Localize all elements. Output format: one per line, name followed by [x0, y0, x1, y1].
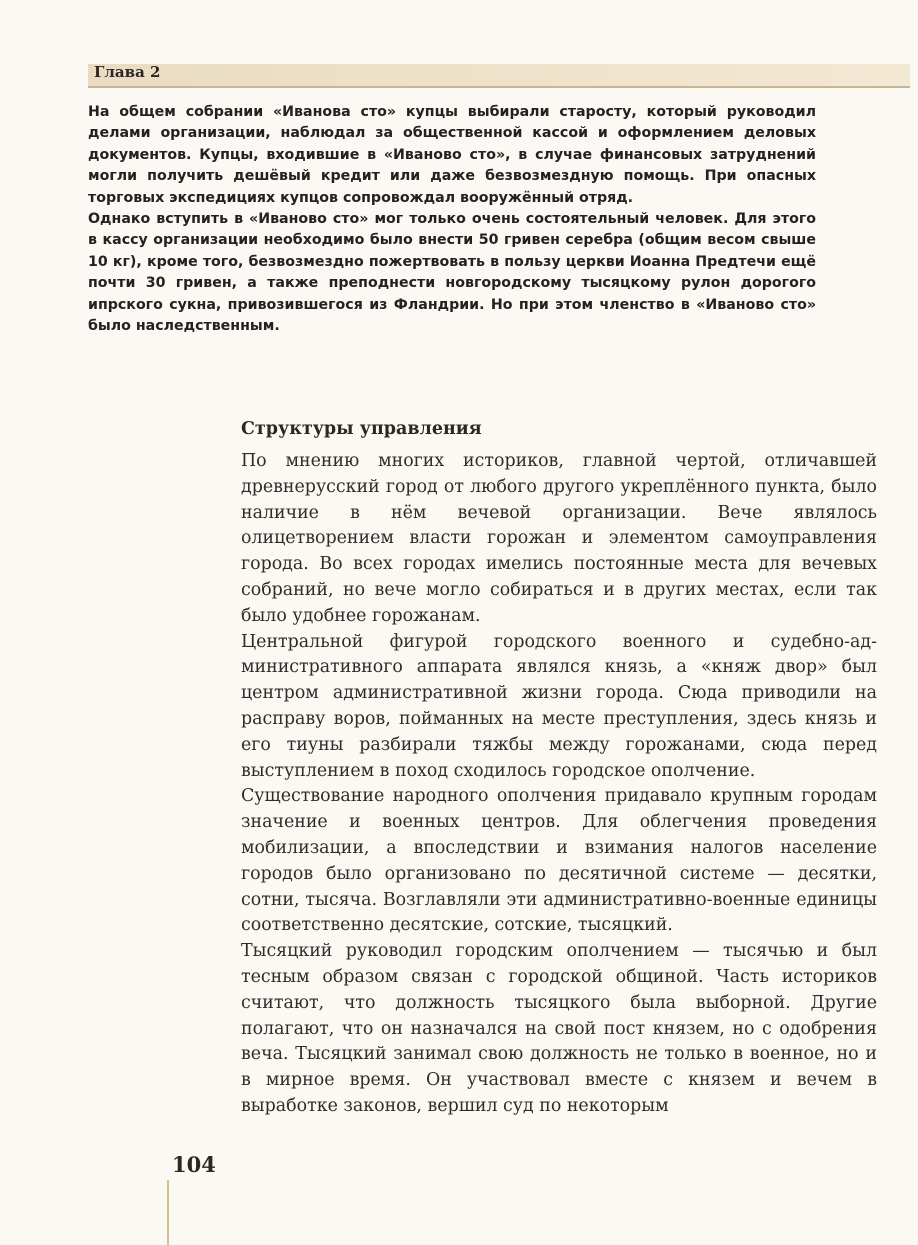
margin-rule — [167, 1180, 169, 1245]
sidebar-note — [88, 102, 816, 337]
chapter-title: Глава 2 — [94, 63, 161, 81]
sidebar-paragraph-2: Однако вступить в «Иваново сто» мог только очень состоятельный человек. Для этого в кассу организации необходимо было внести 50 гривен серебра (общим весом свыше 10 кг), кроме того, безвозмездно пожертвовать в пользу церкви Иоанна Предтечи ещё почти 30 гривен, а также преподнести новгородскому тысяцкому рулон дорогого ипрского сукна, привозившегося из Фландрии. Но при этом членство в «Иваново сто» было наследственным. — [88, 211, 816, 335]
body-paragraph-4: Тысяцкий руководил городским ополчением — тысячью и был тесным образом связан с городской общиной. Часть историков считают, что должность тысяцкого была выборной. Другие полагают, что он назначался на свой пост князем, но с одобрения веча. Тысяцкий занимал свою должность не только в военное, но и в мирное время. Он участвовал вместе с князем и вечем в выработке законов, вершил суд по некоторым — [241, 941, 877, 1116]
sidebar-paragraph-1: На общем собрании «Иванова сто» купцы выбирали старосту, который руководил делами организации, наблюдал за общественной кассой и оформлением деловых документов. Купцы, входившие в «Иваново сто», в случае финансовых затруднений могли получить дешёвый кредит или даже безвозмездную помощь. При опасных торговых экспедициях купцов сопровождал вооружённый отряд. — [88, 104, 816, 206]
chapter-header-band — [88, 64, 910, 88]
body-paragraph-3: Существование народного ополчения придавало крупным городам значение и военных центров. Для облегчения проведения мобилизации, а впоследствии и взимания налогов население городов было организовано по десятичной системе — десятки, сотни, тысяча. Возглавляли эти административно-военные единицы соответственно десятские, сотские, тысяцкий. — [241, 786, 877, 936]
body-paragraph-2: Центральной фигурой городского военного и судебно-административного аппарата являлся князь, а «княж двор» был центром административной жизни города. Сюда приводили на расправу воров, пойманных на месте преступления, здесь князь и его тиуны разбирали тяжбы между горожанами, сюда перед выступлением в поход сходилось городское ополчение. — [241, 631, 877, 781]
page-number: 104 — [172, 1152, 216, 1177]
body-paragraph-1: По мнению многих историков, главной чертой, отличавшей древнерусский город от любого другого укреплённого пункта, было наличие в нём вечевой организации. Вече являлось олицетворением власти горожан и элементом самоуправления города. Во всех городах имелись постоянные места для вечевых собраний, но вече могло собираться и в других местах, если так было удобнее горожанам. — [241, 451, 877, 626]
main-text — [241, 449, 877, 1120]
section-heading: Структуры управления — [241, 419, 482, 439]
